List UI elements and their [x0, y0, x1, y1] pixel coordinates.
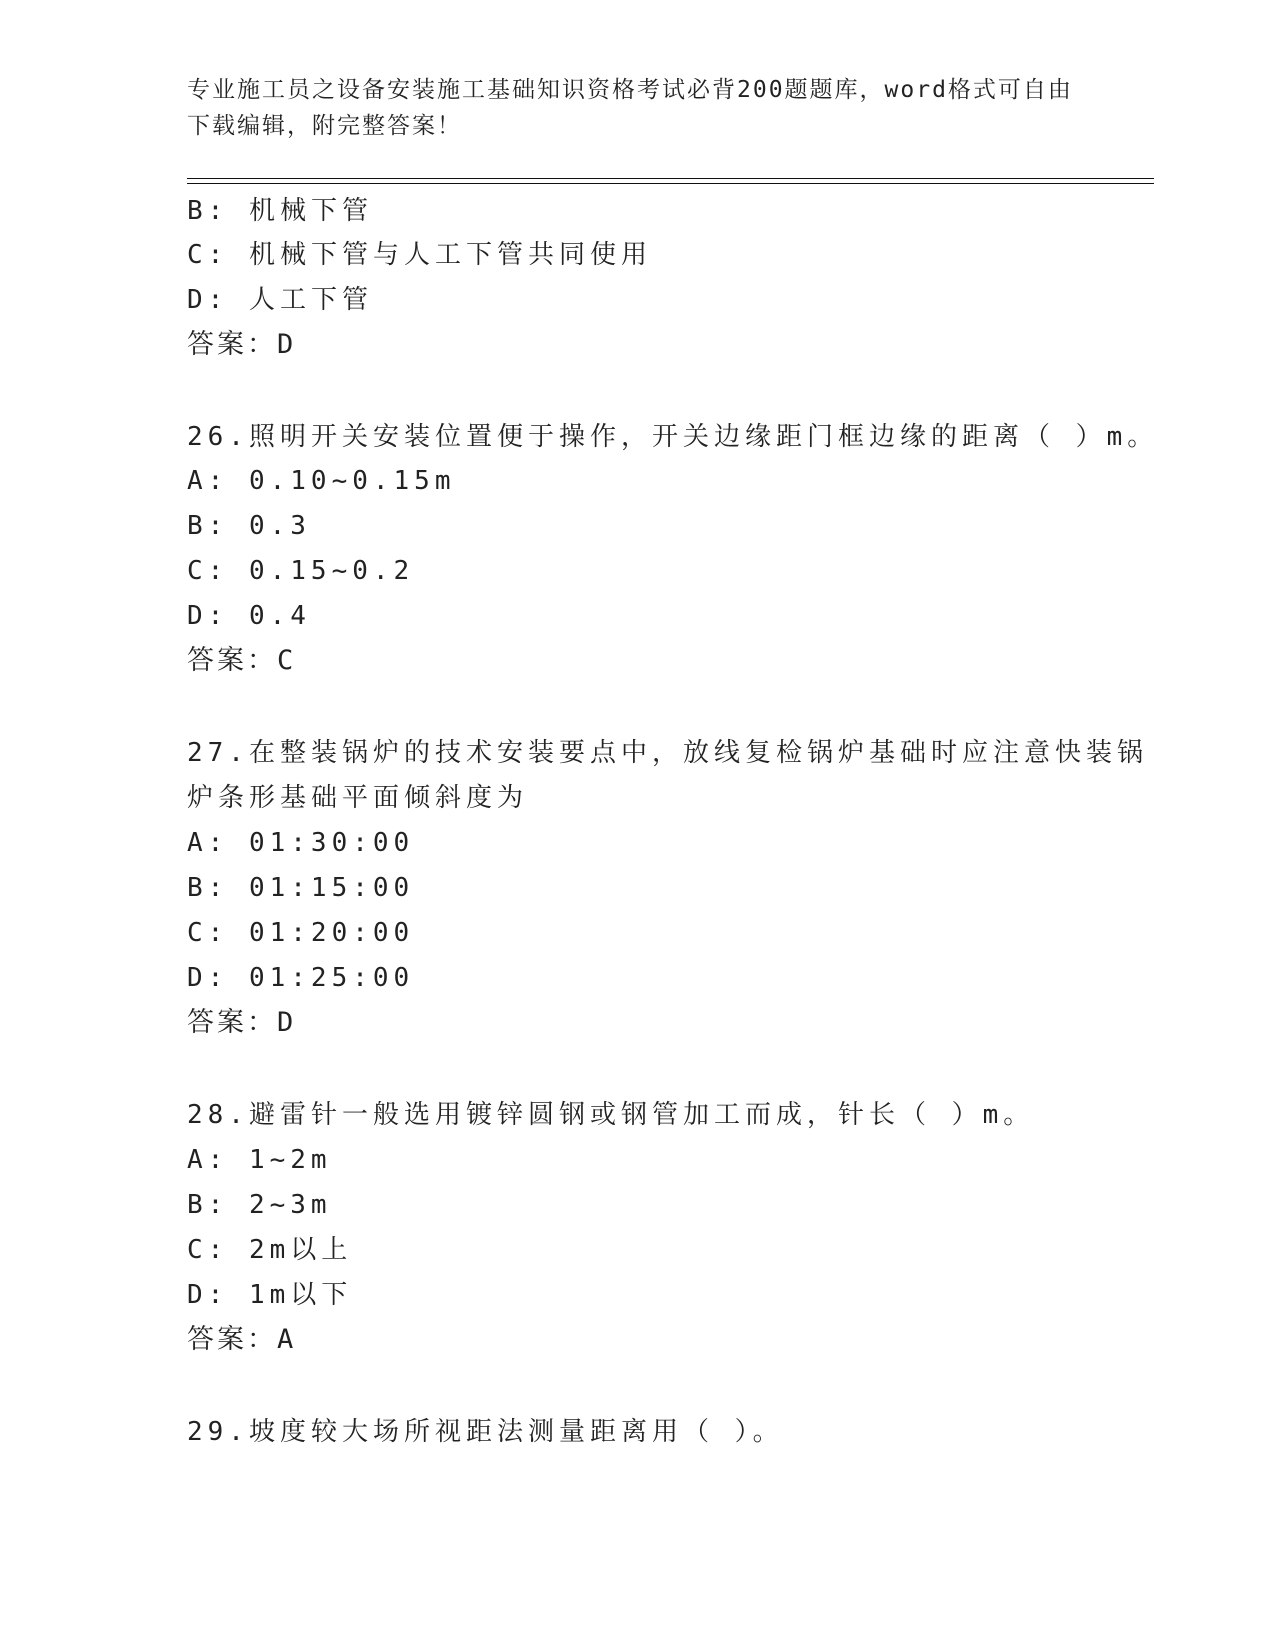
q26-option-b: B: 0.3	[187, 511, 311, 541]
q27-answer: 答案：D	[187, 1007, 297, 1038]
q27-question-line-1: 27.在整装锅炉的技术安装要点中，放线复检锅炉基础时应注意快装锅	[187, 738, 1148, 768]
q28-question: 28.避雷针一般选用镀锌圆钢或钢管加工而成，针长（ ）m。	[187, 1100, 1035, 1130]
header-divider-top	[187, 178, 1154, 179]
q26-question: 26.照明开关安装位置便于操作，开关边缘距门框边缘的距离（ ）m。	[187, 422, 1159, 452]
q28-option-b: B: 2~3m	[187, 1190, 332, 1220]
header-divider-bottom	[187, 183, 1154, 184]
q28-option-a: A: 1~2m	[187, 1145, 332, 1175]
q25-option-c: C: 机械下管与人工下管共同使用	[187, 240, 652, 270]
q27-option-b: B: 01:15:00	[187, 873, 415, 903]
q29-question: 29.坡度较大场所视距法测量距离用（ ）。	[187, 1417, 784, 1447]
q28-option-d: D: 1m以下	[187, 1280, 353, 1310]
q27-option-c: C: 01:20:00	[187, 918, 415, 948]
header-line-2: 下载编辑，附完整答案！	[187, 113, 462, 139]
header-line-1: 专业施工员之设备安装施工基础知识资格考试必背200题题库，word格式可自由	[187, 77, 1073, 103]
q26-option-d: D: 0.4	[187, 601, 311, 631]
q25-option-b: B: 机械下管	[187, 196, 373, 226]
q25-answer: 答案：D	[187, 329, 297, 360]
q25-option-d: D: 人工下管	[187, 285, 373, 315]
q27-option-d: D: 01:25:00	[187, 963, 415, 993]
q27-question-line-2: 炉条形基础平面倾斜度为	[187, 783, 529, 813]
document-header	[187, 72, 1087, 144]
q26-answer: 答案：C	[187, 645, 297, 676]
q28-answer: 答案：A	[187, 1324, 297, 1355]
q27-option-a: A: 01:30:00	[187, 828, 415, 858]
q26-option-a: A: 0.10~0.15m	[187, 466, 456, 496]
q28-option-c: C: 2m以上	[187, 1235, 353, 1265]
q26-option-c: C: 0.15~0.2	[187, 556, 415, 586]
